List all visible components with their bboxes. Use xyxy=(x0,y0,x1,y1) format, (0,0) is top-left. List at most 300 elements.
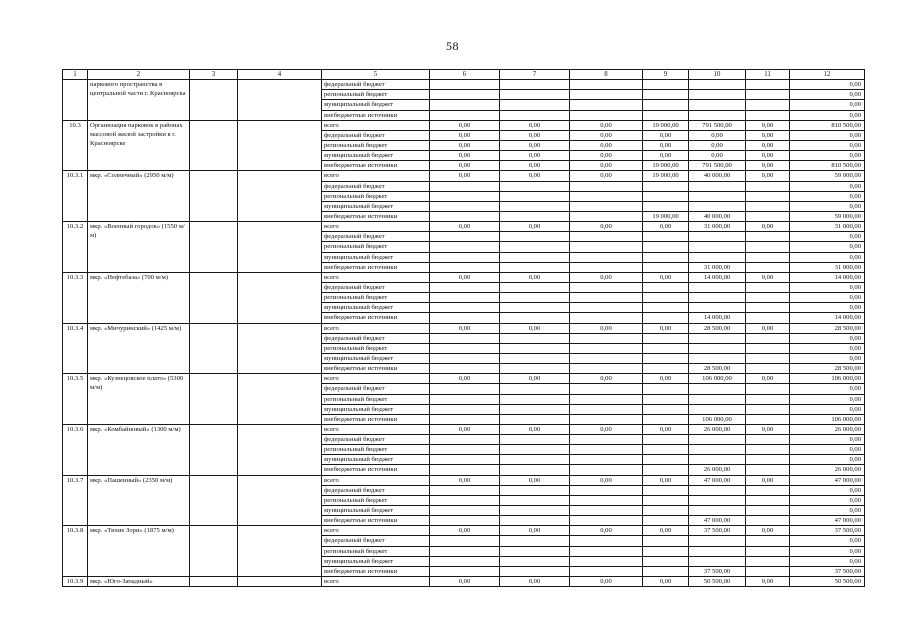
value-cell xyxy=(643,313,689,323)
funding-source: региональный бюджет xyxy=(322,293,430,303)
col3-cell xyxy=(190,526,238,577)
section-number xyxy=(63,80,88,121)
value-cell xyxy=(643,181,689,191)
value-cell xyxy=(500,232,570,242)
value-cell: 14 000,00 xyxy=(689,313,746,323)
value-cell xyxy=(746,536,790,546)
value-cell xyxy=(570,242,643,252)
value-cell xyxy=(430,333,500,343)
section-number: 10.3.9 xyxy=(63,577,88,587)
col3-cell xyxy=(190,577,238,587)
value-cell xyxy=(430,90,500,100)
total-value: 47 000,00 xyxy=(790,516,865,526)
value-cell: 28 500,00 xyxy=(689,323,746,333)
value-cell xyxy=(430,546,500,556)
value-cell: 0,00 xyxy=(746,171,790,181)
value-cell xyxy=(643,384,689,394)
value-cell xyxy=(570,90,643,100)
value-cell: 0,00 xyxy=(430,374,500,384)
value-cell xyxy=(430,181,500,191)
value-cell xyxy=(643,455,689,465)
value-cell: 47 000,00 xyxy=(689,475,746,485)
value-cell xyxy=(570,384,643,394)
value-cell: 0,00 xyxy=(746,130,790,140)
value-cell xyxy=(643,232,689,242)
section-number: 10.3 xyxy=(63,120,88,171)
value-cell xyxy=(746,506,790,516)
value-cell xyxy=(643,414,689,424)
funding-source: федеральный бюджет xyxy=(322,384,430,394)
value-cell xyxy=(500,536,570,546)
value-cell: 0,00 xyxy=(570,323,643,333)
value-cell xyxy=(689,110,746,120)
value-cell xyxy=(643,293,689,303)
value-cell xyxy=(746,100,790,110)
value-cell: 0,00 xyxy=(570,577,643,587)
value-cell xyxy=(500,506,570,516)
funding-source: всего xyxy=(322,475,430,485)
value-cell: 0,00 xyxy=(643,222,689,232)
value-cell xyxy=(643,262,689,272)
funding-source: федеральный бюджет xyxy=(322,130,430,140)
value-cell: 40 000,00 xyxy=(689,211,746,221)
value-cell xyxy=(570,252,643,262)
value-cell xyxy=(643,191,689,201)
value-cell xyxy=(689,181,746,191)
value-cell xyxy=(430,100,500,110)
total-value: 0,00 xyxy=(790,353,865,363)
total-value: 0,00 xyxy=(790,201,865,211)
value-cell: 0,00 xyxy=(746,424,790,434)
funding-source: всего xyxy=(322,171,430,181)
value-cell xyxy=(570,465,643,475)
value-cell xyxy=(500,495,570,505)
value-cell: 0,00 xyxy=(643,151,689,161)
value-cell xyxy=(643,353,689,363)
value-cell xyxy=(746,242,790,252)
value-cell xyxy=(430,435,500,445)
value-cell xyxy=(746,394,790,404)
col3-cell xyxy=(190,80,238,121)
value-cell xyxy=(643,100,689,110)
value-cell xyxy=(746,455,790,465)
activity-name: мкр. «Солнечный» (2950 м/м) xyxy=(88,171,190,222)
value-cell xyxy=(500,414,570,424)
col4-cell xyxy=(238,475,322,526)
total-value: 0,00 xyxy=(790,384,865,394)
header-row xyxy=(63,70,865,80)
col3-cell xyxy=(190,171,238,222)
value-cell xyxy=(430,556,500,566)
value-cell xyxy=(643,282,689,292)
value-cell: 0,00 xyxy=(500,140,570,150)
funding-source: федеральный бюджет xyxy=(322,80,430,90)
value-cell xyxy=(746,90,790,100)
value-cell xyxy=(430,506,500,516)
value-cell: 0,00 xyxy=(570,475,643,485)
total-value: 0,00 xyxy=(790,100,865,110)
total-value: 28 500,00 xyxy=(790,364,865,374)
col4-cell xyxy=(238,424,322,475)
value-cell xyxy=(500,435,570,445)
section-number: 10.3.4 xyxy=(63,323,88,374)
total-value: 0,00 xyxy=(790,556,865,566)
total-value: 0,00 xyxy=(790,110,865,120)
total-value: 0,00 xyxy=(790,485,865,495)
table-body xyxy=(63,70,865,587)
value-cell: 0,00 xyxy=(746,222,790,232)
funding-source: всего xyxy=(322,424,430,434)
activity-name: мкр. «Кузнецовское плато» (5300 м/м) xyxy=(88,374,190,425)
value-cell xyxy=(643,516,689,526)
value-cell: 0,00 xyxy=(500,130,570,140)
funding-source: федеральный бюджет xyxy=(322,485,430,495)
value-cell: 0,00 xyxy=(500,323,570,333)
value-cell xyxy=(500,80,570,90)
section-number: 10.3.8 xyxy=(63,526,88,577)
value-cell: 0,00 xyxy=(570,374,643,384)
activity-name: мкр. «Нефтебаза» (700 м/м) xyxy=(88,272,190,323)
value-cell xyxy=(500,546,570,556)
value-cell: 0,00 xyxy=(746,151,790,161)
total-value: 106 000,00 xyxy=(790,414,865,424)
value-cell xyxy=(746,435,790,445)
col4-cell xyxy=(238,577,322,587)
value-cell: 0,00 xyxy=(689,130,746,140)
table-row xyxy=(63,424,865,434)
value-cell xyxy=(746,181,790,191)
value-cell: 0,00 xyxy=(570,171,643,181)
value-cell xyxy=(570,110,643,120)
col3-cell xyxy=(190,374,238,425)
activity-name: мкр. «Мичуринский» (1425 м/м) xyxy=(88,323,190,374)
value-cell: 0,00 xyxy=(430,140,500,150)
value-cell xyxy=(689,404,746,414)
value-cell xyxy=(430,404,500,414)
column-header: 12 xyxy=(790,70,865,80)
value-cell xyxy=(689,455,746,465)
value-cell: 26 000,00 xyxy=(689,465,746,475)
value-cell xyxy=(570,364,643,374)
value-cell xyxy=(746,485,790,495)
funding-source: всего xyxy=(322,222,430,232)
funding-source: внебюджетные источники xyxy=(322,262,430,272)
value-cell xyxy=(570,445,643,455)
funding-source: федеральный бюджет xyxy=(322,282,430,292)
value-cell xyxy=(746,516,790,526)
value-cell xyxy=(430,110,500,120)
total-value: 0,00 xyxy=(790,140,865,150)
value-cell xyxy=(500,485,570,495)
value-cell xyxy=(689,506,746,516)
total-value: 0,00 xyxy=(790,130,865,140)
value-cell: 0,00 xyxy=(689,140,746,150)
value-cell: 0,00 xyxy=(643,424,689,434)
value-cell xyxy=(570,546,643,556)
value-cell: 0,00 xyxy=(570,424,643,434)
total-value: 26 000,00 xyxy=(790,465,865,475)
value-cell xyxy=(689,485,746,495)
activity-name: паркового пространства в центральной части г. Красноярска xyxy=(88,80,190,121)
value-cell xyxy=(746,353,790,363)
value-cell xyxy=(643,201,689,211)
total-value: 28 500,00 xyxy=(790,323,865,333)
section-number: 10.3.5 xyxy=(63,374,88,425)
col4-cell xyxy=(238,526,322,577)
total-value: 0,00 xyxy=(790,151,865,161)
value-cell: 14 000,00 xyxy=(689,272,746,282)
value-cell xyxy=(570,495,643,505)
value-cell xyxy=(746,333,790,343)
value-cell xyxy=(643,465,689,475)
value-cell xyxy=(570,303,643,313)
section-number: 10.3.1 xyxy=(63,171,88,222)
value-cell: 0,00 xyxy=(643,526,689,536)
funding-source: федеральный бюджет xyxy=(322,181,430,191)
value-cell: 0,00 xyxy=(500,374,570,384)
value-cell xyxy=(430,414,500,424)
table-row xyxy=(63,171,865,181)
value-cell: 0,00 xyxy=(430,161,500,171)
value-cell: 106 000,00 xyxy=(689,414,746,424)
section-number: 10.3.7 xyxy=(63,475,88,526)
value-cell: 0,00 xyxy=(570,151,643,161)
value-cell xyxy=(430,242,500,252)
activity-name: мкр. «Тихие Зори» (1875 м/м) xyxy=(88,526,190,577)
value-cell: 40 000,00 xyxy=(689,171,746,181)
value-cell xyxy=(500,100,570,110)
value-cell xyxy=(689,445,746,455)
total-value: 0,00 xyxy=(790,546,865,556)
value-cell xyxy=(746,343,790,353)
total-value: 0,00 xyxy=(790,333,865,343)
funding-source: муниципальный бюджет xyxy=(322,252,430,262)
value-cell xyxy=(430,445,500,455)
value-cell xyxy=(500,364,570,374)
section-number: 10.3.2 xyxy=(63,222,88,273)
value-cell xyxy=(570,80,643,90)
total-value: 0,00 xyxy=(790,343,865,353)
value-cell xyxy=(500,455,570,465)
col4-cell xyxy=(238,222,322,273)
value-cell xyxy=(430,394,500,404)
total-value: 59 000,00 xyxy=(790,171,865,181)
funding-source: муниципальный бюджет xyxy=(322,556,430,566)
funding-source: муниципальный бюджет xyxy=(322,404,430,414)
value-cell xyxy=(746,384,790,394)
value-cell xyxy=(500,201,570,211)
value-cell xyxy=(746,110,790,120)
value-cell xyxy=(430,282,500,292)
total-value: 106 000,00 xyxy=(790,374,865,384)
value-cell xyxy=(689,394,746,404)
value-cell: 791 500,00 xyxy=(689,120,746,130)
funding-source: федеральный бюджет xyxy=(322,333,430,343)
funding-source: муниципальный бюджет xyxy=(322,353,430,363)
value-cell xyxy=(570,262,643,272)
value-cell: 28 500,00 xyxy=(689,364,746,374)
table-row xyxy=(63,577,865,587)
value-cell xyxy=(746,556,790,566)
value-cell xyxy=(500,313,570,323)
value-cell: 19 000,00 xyxy=(643,211,689,221)
value-cell: 0,00 xyxy=(643,130,689,140)
value-cell xyxy=(570,343,643,353)
value-cell xyxy=(430,455,500,465)
value-cell xyxy=(689,90,746,100)
value-cell xyxy=(746,80,790,90)
value-cell xyxy=(500,394,570,404)
value-cell xyxy=(746,465,790,475)
column-header: 9 xyxy=(643,70,689,80)
funding-source: внебюджетные источники xyxy=(322,414,430,424)
value-cell xyxy=(643,252,689,262)
value-cell: 0,00 xyxy=(570,222,643,232)
column-header: 3 xyxy=(190,70,238,80)
activity-name: мкр. «Комбайновый» (1300 м/м) xyxy=(88,424,190,475)
table-row xyxy=(63,272,865,282)
value-cell: 0,00 xyxy=(430,577,500,587)
value-cell xyxy=(500,556,570,566)
value-cell: 791 500,00 xyxy=(689,161,746,171)
value-cell xyxy=(689,80,746,90)
column-header: 2 xyxy=(88,70,190,80)
section-number: 10.3.6 xyxy=(63,424,88,475)
column-header: 4 xyxy=(238,70,322,80)
total-value: 0,00 xyxy=(790,495,865,505)
value-cell: 0,00 xyxy=(746,323,790,333)
table-row xyxy=(63,475,865,485)
value-cell xyxy=(500,242,570,252)
value-cell xyxy=(746,191,790,201)
value-cell xyxy=(643,364,689,374)
column-header: 8 xyxy=(570,70,643,80)
value-cell: 19 000,00 xyxy=(643,120,689,130)
funding-source: внебюджетные источники xyxy=(322,161,430,171)
value-cell xyxy=(430,211,500,221)
value-cell xyxy=(746,566,790,576)
value-cell xyxy=(746,364,790,374)
col3-cell xyxy=(190,222,238,273)
value-cell: 0,00 xyxy=(500,475,570,485)
value-cell xyxy=(570,516,643,526)
col4-cell xyxy=(238,171,322,222)
value-cell xyxy=(430,536,500,546)
value-cell xyxy=(500,252,570,262)
total-value: 0,00 xyxy=(790,191,865,201)
value-cell xyxy=(689,282,746,292)
value-cell xyxy=(430,495,500,505)
value-cell xyxy=(746,495,790,505)
value-cell: 0,00 xyxy=(746,577,790,587)
value-cell xyxy=(643,556,689,566)
value-cell xyxy=(430,485,500,495)
table-row xyxy=(63,526,865,536)
total-value: 0,00 xyxy=(790,536,865,546)
value-cell xyxy=(570,100,643,110)
value-cell xyxy=(643,445,689,455)
value-cell xyxy=(500,282,570,292)
value-cell xyxy=(500,445,570,455)
value-cell xyxy=(643,566,689,576)
total-value: 31 000,00 xyxy=(790,262,865,272)
funding-source: всего xyxy=(322,374,430,384)
value-cell: 0,00 xyxy=(689,151,746,161)
value-cell xyxy=(500,303,570,313)
value-cell xyxy=(689,293,746,303)
column-header: 11 xyxy=(746,70,790,80)
col3-cell xyxy=(190,424,238,475)
value-cell: 0,00 xyxy=(500,151,570,161)
value-cell xyxy=(643,394,689,404)
value-cell xyxy=(500,566,570,576)
value-cell xyxy=(643,546,689,556)
value-cell: 0,00 xyxy=(430,120,500,130)
value-cell xyxy=(570,333,643,343)
value-cell: 0,00 xyxy=(500,161,570,171)
value-cell xyxy=(430,465,500,475)
value-cell: 0,00 xyxy=(746,120,790,130)
value-cell: 0,00 xyxy=(430,475,500,485)
value-cell xyxy=(689,343,746,353)
value-cell xyxy=(689,303,746,313)
total-value: 59 000,00 xyxy=(790,211,865,221)
total-value: 0,00 xyxy=(790,293,865,303)
funding-source: внебюджетные источники xyxy=(322,110,430,120)
value-cell xyxy=(746,414,790,424)
value-cell: 37 500,00 xyxy=(689,566,746,576)
value-cell xyxy=(643,80,689,90)
value-cell xyxy=(746,211,790,221)
value-cell xyxy=(689,435,746,445)
value-cell xyxy=(570,536,643,546)
col3-cell xyxy=(190,475,238,526)
value-cell xyxy=(500,293,570,303)
value-cell xyxy=(689,495,746,505)
value-cell: 0,00 xyxy=(570,130,643,140)
total-value: 0,00 xyxy=(790,506,865,516)
funding-source: внебюджетные источники xyxy=(322,465,430,475)
value-cell xyxy=(430,313,500,323)
value-cell: 0,00 xyxy=(570,272,643,282)
value-cell xyxy=(570,404,643,414)
value-cell xyxy=(689,232,746,242)
value-cell: 50 500,00 xyxy=(689,577,746,587)
value-cell xyxy=(430,201,500,211)
funding-source: муниципальный бюджет xyxy=(322,151,430,161)
value-cell: 19 000,00 xyxy=(643,171,689,181)
funding-source: федеральный бюджет xyxy=(322,536,430,546)
value-cell xyxy=(643,435,689,445)
value-cell xyxy=(643,343,689,353)
value-cell xyxy=(689,333,746,343)
value-cell xyxy=(500,90,570,100)
value-cell xyxy=(643,506,689,516)
value-cell xyxy=(430,566,500,576)
page-number: 58 xyxy=(446,39,459,53)
value-cell: 0,00 xyxy=(430,323,500,333)
value-cell xyxy=(643,485,689,495)
value-cell xyxy=(430,353,500,363)
value-cell xyxy=(570,211,643,221)
value-cell xyxy=(689,556,746,566)
table-row xyxy=(63,222,865,232)
total-value: 810 500,00 xyxy=(790,161,865,171)
value-cell xyxy=(570,556,643,566)
value-cell xyxy=(570,506,643,516)
value-cell: 0,00 xyxy=(430,130,500,140)
total-value: 37 500,00 xyxy=(790,526,865,536)
